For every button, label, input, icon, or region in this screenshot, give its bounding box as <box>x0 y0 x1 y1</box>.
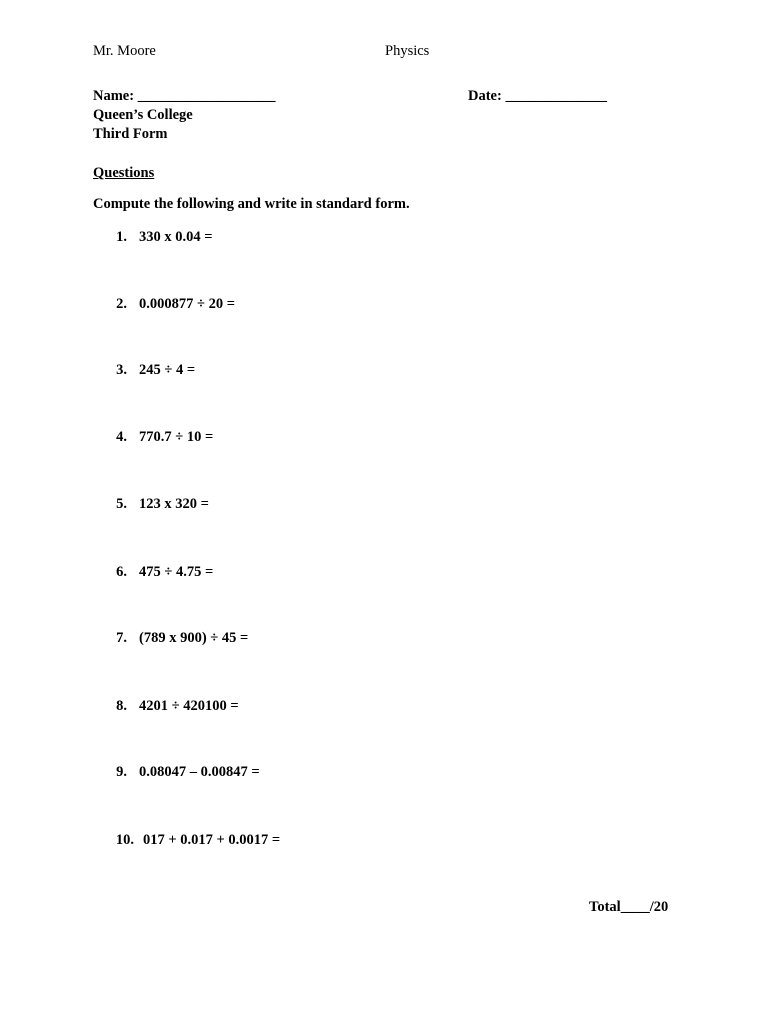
form-level: Third Form <box>93 126 168 142</box>
question-text: 0.000877 ÷ 20 = <box>139 296 235 312</box>
date-field-label: Date: ______________ <box>468 88 607 104</box>
question-number: 1. <box>116 229 127 245</box>
question-number: 6. <box>116 564 127 580</box>
question-number: 4. <box>116 429 127 445</box>
question-text: (789 x 900) ÷ 45 = <box>139 630 249 646</box>
question-number: 10. <box>115 832 134 848</box>
instructions-text: Compute the following and write in standard form. <box>93 196 410 212</box>
question-text: 475 ÷ 4.75 = <box>139 564 214 580</box>
question-text: 0.08047 – 0.00847 = <box>139 764 260 780</box>
question-number: 9. <box>116 764 127 780</box>
subject-title: Physics <box>385 43 430 59</box>
question-number: 7. <box>116 630 127 646</box>
question-number: 2. <box>116 296 127 312</box>
total-score: Total____/20 <box>589 899 669 915</box>
name-field-label: Name: ___________________ <box>93 88 276 104</box>
question-text: 245 ÷ 4 = <box>139 362 196 378</box>
teacher-name: Mr. Moore <box>93 43 156 59</box>
question-text: 330 x 0.04 = <box>139 229 213 245</box>
question-text: 017 + 0.017 + 0.0017 = <box>143 832 281 848</box>
school-name: Queen’s College <box>93 107 193 123</box>
question-number: 8. <box>116 698 127 714</box>
question-number: 3. <box>116 362 127 378</box>
questions-heading: Questions <box>93 165 155 181</box>
question-text: 4201 ÷ 420100 = <box>139 698 239 714</box>
question-number: 5. <box>116 496 127 512</box>
question-text: 770.7 ÷ 10 = <box>139 429 214 445</box>
question-text: 123 x 320 = <box>139 496 209 512</box>
